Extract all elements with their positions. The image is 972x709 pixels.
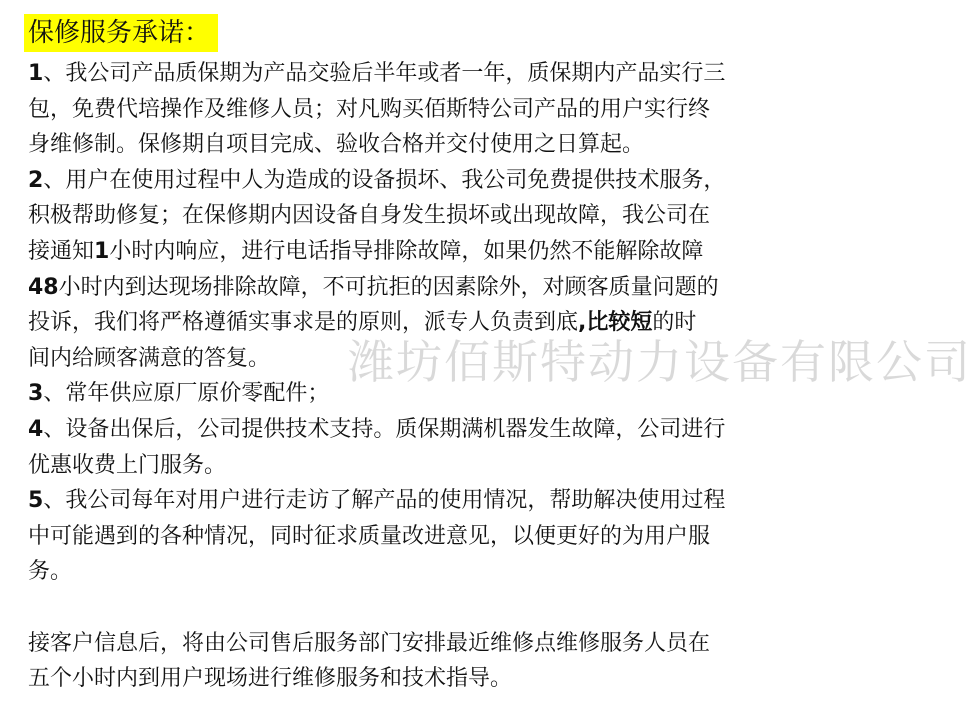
item-1-line-3: 身维修制。保修期自项目完成、验收合格并交付使用之日算起。 <box>28 132 645 158</box>
item-number: 4 <box>28 416 44 442</box>
item-5-line-3: 务。 <box>28 559 73 585</box>
item-number: 1 <box>28 61 44 86</box>
company-watermark: 潍坊佰斯特动力设备有限公司 <box>348 335 972 389</box>
item-4-line-2: 优惠收费上门服务。 <box>28 452 227 478</box>
item-2-line-3: 接通知1小时内响应，进行电话指导排除故障，如果仍然不能解除故障 <box>28 238 704 264</box>
item-1-line-1: 1、我公司产品质保期为产品交验后半年或者一年，质保期内产品实行三 <box>28 61 726 86</box>
warranty-text <box>28 56 828 697</box>
closing-line-2: 五个小时内到用户现场进行维修服务和技术指导。 <box>28 666 513 692</box>
item-2-line-1: 2、用户在使用过程中人为造成的设备损坏、我公司免费提供技术服务， <box>28 167 726 193</box>
spacer <box>28 590 828 626</box>
item-4-line-1: 4、设备出保后，公司提供技术支持。质保期满机器发生故障，公司进行 <box>28 416 726 442</box>
item-2-line-5: 投诉，我们将严格遵循实事求是的原则，派专人负责到底,比较短的时 <box>28 310 697 336</box>
item-5-line-1: 5、我公司每年对用户进行走访了解产品的使用情况，帮助解决使用过程 <box>28 488 726 514</box>
item-2-line-4: 48小时内到达现场排除故障，不可抗拒的因素除外，对顾客质量问题的 <box>28 274 719 300</box>
item-number: 5 <box>28 488 44 514</box>
item-3-line-1: 3、常年供应原厂原价零配件； <box>28 381 330 407</box>
page-title: 保修服务承诺： <box>24 14 218 52</box>
item-1-line-2: 包，免费代培操作及维修人员；对凡购买佰斯特公司产品的用户实行终 <box>28 96 711 122</box>
item-number: 2 <box>28 167 44 193</box>
item-2-line-2: 积极帮助修复；在保修期内因设备自身发生损坏或出现故障，我公司在 <box>28 203 711 229</box>
item-5-line-2: 中可能遇到的各种情况，同时征求质量改进意见，以便更好的为用户服 <box>28 523 711 549</box>
item-2-line-6: 间内给顾客满意的答复。 <box>28 345 271 371</box>
item-number: 3 <box>28 381 44 407</box>
closing-line-1: 接客户信息后，将由公司售后服务部门安排最近维修点维修服务人员在 <box>28 630 711 656</box>
